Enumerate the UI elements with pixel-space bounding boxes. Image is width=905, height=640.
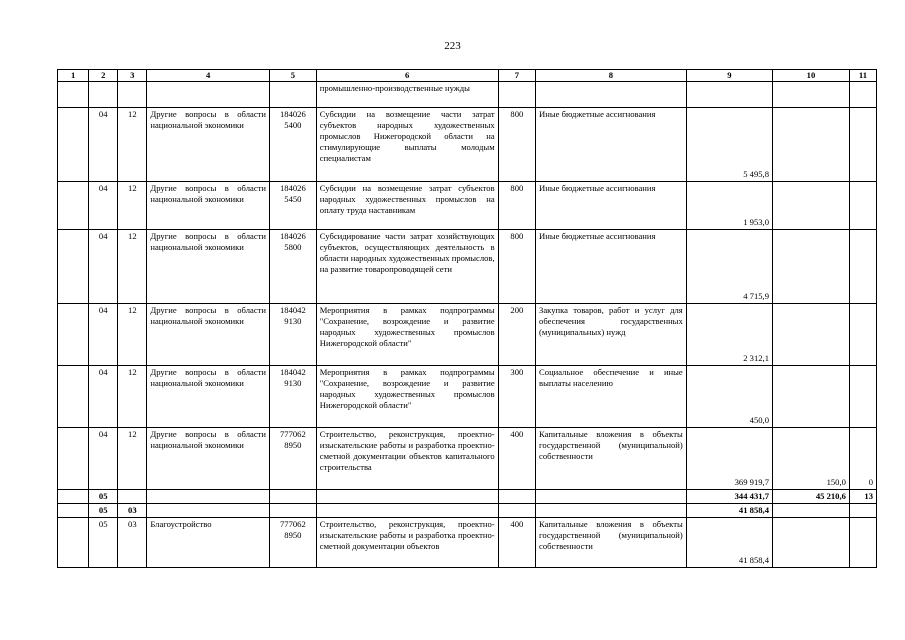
budget-table — [57, 69, 877, 568]
cell-purpose — [316, 504, 498, 518]
cell-amount-3 — [849, 304, 876, 366]
cell-subsection: 03 — [118, 504, 147, 518]
cell-amount: 369 919,7 — [686, 428, 772, 490]
page-number: 223 — [444, 40, 461, 52]
cell-amount-2 — [773, 304, 850, 366]
cell-amount-2 — [773, 182, 850, 230]
table-row — [58, 366, 877, 428]
cell-expense-type — [498, 490, 535, 504]
cell-amount: 4 715,9 — [686, 230, 772, 304]
cell-amount: 344 431,7 — [686, 490, 772, 504]
cell-amount-2 — [773, 504, 850, 518]
cell-expense-name: Социальное обеспечение и иные выплаты населению — [536, 366, 687, 428]
cell-name: Другие вопросы в области национальной экономики — [147, 428, 270, 490]
cell-purpose: Мероприятия в рамках подпрограммы "Сохранение, возрождение и развитие народных художественных промыслов Нижегородской области" — [316, 366, 498, 428]
cell-expense-type: 800 — [498, 182, 535, 230]
cell-purpose: Субсидии на возмещение части затрат субъектов народных художественных промыслов Нижегородской области на стимулирующие выплаты молодым специалистам — [316, 108, 498, 182]
header-col-4: 4 — [147, 70, 270, 82]
cell-amount-3 — [849, 108, 876, 182]
cell-section: 05 — [89, 504, 118, 518]
cell-purpose: Строительство, реконструкция, проектно-изыскательские работы и разработка проектно-сметной документации объектов капитального строительства — [316, 428, 498, 490]
cell-target-code: 184042 9130 — [270, 366, 317, 428]
cell-subsection — [118, 490, 147, 504]
total-row-subsection — [58, 504, 877, 518]
cell-amount: 5 495,8 — [686, 108, 772, 182]
cell-expense-type: 300 — [498, 366, 535, 428]
cell-amount-2: 150,0 — [773, 428, 850, 490]
cell-target-code — [270, 490, 317, 504]
table-row — [58, 108, 877, 182]
cell-expense-name: Иные бюджетные ассигнования — [536, 182, 687, 230]
cell-subsection: 12 — [118, 230, 147, 304]
cell-amount-2: 45 210,6 — [773, 490, 850, 504]
table-row — [58, 304, 877, 366]
cell-target-code: 184042 9130 — [270, 304, 317, 366]
cell-amount-2 — [773, 108, 850, 182]
cell-expense-type: 800 — [498, 230, 535, 304]
header-col-5: 5 — [270, 70, 317, 82]
cell-amount-2 — [773, 518, 850, 568]
header-col-9: 9 — [686, 70, 772, 82]
header-col-6: 6 — [316, 70, 498, 82]
cell-purpose: Мероприятия в рамках подпрограммы "Сохранение, возрождение и развитие народных художественных промыслов Нижегородской области" — [316, 304, 498, 366]
cell-amount-3 — [849, 182, 876, 230]
cell-section: 04 — [89, 428, 118, 490]
table-row — [58, 518, 877, 568]
header-col-1: 1 — [58, 70, 89, 82]
cell-expense-type — [498, 504, 535, 518]
cell-expense-name: Капитальные вложения в объекты государственной (муниципальной) собственности — [536, 428, 687, 490]
continuation-row — [58, 82, 877, 108]
cell-purpose — [316, 490, 498, 504]
cell-target-code: 777062 8950 — [270, 518, 317, 568]
cell-expense-name: Иные бюджетные ассигнования — [536, 230, 687, 304]
cell-section: 05 — [89, 518, 118, 568]
cell-amount-2 — [773, 366, 850, 428]
cell-subsection: 12 — [118, 108, 147, 182]
cell-amount: 450,0 — [686, 366, 772, 428]
cell-amount-3 — [849, 230, 876, 304]
header-col-11: 11 — [849, 70, 876, 82]
cell-name: Благоустройство — [147, 518, 270, 568]
cell-section: 04 — [89, 230, 118, 304]
header-col-3: 3 — [118, 70, 147, 82]
total-row-section — [58, 490, 877, 504]
cell-name — [147, 490, 270, 504]
cell-purpose: Субсидии на возмещение затрат субъектов народных художественных промыслов на оплату труда наставникам — [316, 182, 498, 230]
table-row — [58, 428, 877, 490]
cell-amount-2 — [773, 230, 850, 304]
header-col-8: 8 — [536, 70, 687, 82]
cell-expense-name — [536, 504, 687, 518]
cell-purpose: промышленно-производственные нужды — [316, 82, 498, 108]
cell-name — [147, 504, 270, 518]
cell-amount: 41 858,4 — [686, 518, 772, 568]
table-row — [58, 230, 877, 304]
cell-expense-name: Закупка товаров, работ и услуг для обеспечения государственных (муниципальных) нужд — [536, 304, 687, 366]
cell-section: 04 — [89, 304, 118, 366]
cell-target-code: 184026 5400 — [270, 108, 317, 182]
cell-amount-3 — [849, 504, 876, 518]
cell-target-code: 777062 8950 — [270, 428, 317, 490]
cell-name: Другие вопросы в области национальной экономики — [147, 182, 270, 230]
header-col-7: 7 — [498, 70, 535, 82]
cell-amount-3 — [849, 366, 876, 428]
cell-purpose: Строительство, реконструкция, проектно-изыскательские работы и разработка проектно-сметной документации объектов — [316, 518, 498, 568]
cell-expense-type: 400 — [498, 428, 535, 490]
cell-expense-name — [536, 490, 687, 504]
cell-subsection: 12 — [118, 366, 147, 428]
cell-name: Другие вопросы в области национальной экономики — [147, 108, 270, 182]
cell-target-code: 184026 5800 — [270, 230, 317, 304]
cell-expense-type: 200 — [498, 304, 535, 366]
cell-amount-3 — [849, 518, 876, 568]
cell-amount: 2 312,1 — [686, 304, 772, 366]
cell-target-code — [270, 504, 317, 518]
cell-section: 04 — [89, 108, 118, 182]
cell-section: 05 — [89, 490, 118, 504]
cell-target-code: 184026 5450 — [270, 182, 317, 230]
cell-expense-name: Капитальные вложения в объекты государственной (муниципальной) собственности — [536, 518, 687, 568]
cell-expense-type: 400 — [498, 518, 535, 568]
cell-section: 04 — [89, 366, 118, 428]
cell-subsection: 03 — [118, 518, 147, 568]
header-col-2: 2 — [89, 70, 118, 82]
cell-amount: 1 953,0 — [686, 182, 772, 230]
cell-amount-3: 0 — [849, 428, 876, 490]
cell-name: Другие вопросы в области национальной экономики — [147, 304, 270, 366]
cell-amount-3: 13 — [849, 490, 876, 504]
cell-amount: 41 858,4 — [686, 504, 772, 518]
cell-subsection: 12 — [118, 428, 147, 490]
cell-expense-name: Иные бюджетные ассигнования — [536, 108, 687, 182]
cell-expense-type: 800 — [498, 108, 535, 182]
cell-subsection: 12 — [118, 182, 147, 230]
cell-section: 04 — [89, 182, 118, 230]
cell-name: Другие вопросы в области национальной экономики — [147, 366, 270, 428]
cell-subsection: 12 — [118, 304, 147, 366]
header-row — [58, 70, 877, 82]
header-col-10: 10 — [773, 70, 850, 82]
table-row — [58, 182, 877, 230]
cell-purpose: Субсидирование части затрат хозяйствующих субъектов, осуществляющих деятельность в области народных художественных промыслов, на развитие товаропроводящей сети — [316, 230, 498, 304]
cell-name: Другие вопросы в области национальной экономики — [147, 230, 270, 304]
